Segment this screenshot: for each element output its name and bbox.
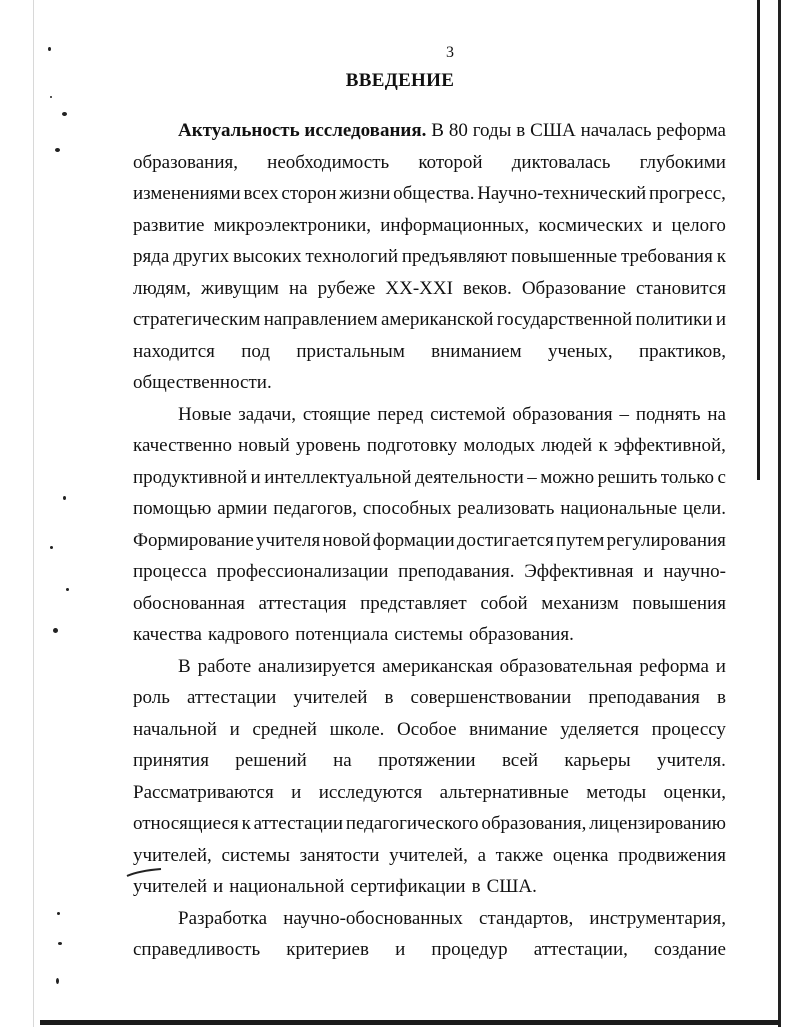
word: направлением — [263, 309, 378, 330]
text-line — [133, 466, 726, 490]
word: в — [384, 687, 394, 708]
word: 80 — [448, 120, 468, 141]
word: работе — [197, 655, 252, 677]
word: диктовалась — [511, 151, 611, 173]
word: сертификации — [350, 876, 466, 897]
text-line — [178, 907, 726, 931]
word: системы — [394, 624, 463, 645]
word: качественно — [133, 435, 232, 456]
word: веков. — [462, 277, 512, 299]
word: в — [516, 120, 526, 141]
word: Эффективная — [524, 561, 634, 582]
scan-speck — [62, 112, 67, 116]
word: и — [250, 466, 261, 488]
scan-edge-right-outer — [778, 0, 781, 1027]
word: находится — [133, 340, 215, 362]
word: которой — [418, 151, 483, 173]
word: американской — [380, 309, 494, 330]
word: системой — [430, 403, 506, 425]
word: преподавания. — [398, 561, 515, 582]
word: только — [660, 466, 715, 488]
word: педагогов, — [273, 498, 357, 519]
word: принятия — [133, 750, 209, 771]
word: Разработка — [178, 907, 268, 929]
word: продвижения — [618, 844, 726, 866]
word: началась — [580, 120, 652, 141]
word: Формирование — [133, 529, 254, 551]
word: задачи, — [238, 403, 297, 425]
word: регулирования — [606, 529, 726, 551]
word: лицензированию — [589, 813, 726, 834]
scan-speck — [48, 47, 51, 51]
section-heading-text: ВВЕДЕНИЕ — [345, 70, 455, 91]
text-line — [178, 655, 726, 679]
word: учителя — [256, 529, 321, 551]
word: продуктивной — [133, 466, 248, 488]
word: политики — [635, 309, 713, 330]
text-line — [133, 875, 726, 899]
word: других — [173, 246, 230, 267]
word: аттестации, — [533, 939, 628, 960]
word: образования, — [481, 813, 587, 834]
text-line — [178, 403, 726, 427]
text-line — [133, 340, 726, 364]
word: помощью — [133, 498, 212, 519]
word: необходимость — [267, 151, 390, 173]
text-line — [133, 151, 726, 175]
word: научно-обоснованных — [283, 907, 463, 929]
word: и — [395, 939, 406, 960]
word: и — [291, 781, 302, 803]
word: качества — [133, 624, 202, 645]
word: процесса — [133, 561, 207, 582]
text-line — [133, 749, 726, 773]
word: и — [213, 876, 224, 897]
word: образования. — [468, 624, 574, 645]
word: новой — [322, 529, 371, 551]
scan-edge-left — [33, 0, 34, 1027]
text-line — [133, 497, 726, 521]
text-line — [133, 718, 726, 742]
word: к — [241, 813, 251, 834]
word: с — [717, 466, 726, 488]
word: вниманием — [431, 340, 522, 362]
word: относящиеся — [133, 813, 239, 834]
word: реализовать — [457, 498, 555, 519]
scan-speck — [55, 148, 60, 152]
word: Рассматриваются — [133, 781, 274, 803]
word: перед — [377, 403, 424, 425]
word: процессу — [651, 718, 726, 740]
word: также — [495, 844, 544, 866]
word: – — [619, 403, 629, 425]
word: Образование — [521, 277, 626, 299]
word: всех — [243, 183, 279, 204]
word: армии — [217, 498, 268, 519]
word: требования — [620, 246, 713, 267]
word: годы — [472, 120, 512, 141]
word: национальной — [229, 876, 345, 897]
word: образования, — [133, 151, 238, 173]
word: становится — [636, 277, 726, 299]
scan-speck — [58, 942, 62, 945]
word: учителя. — [656, 750, 726, 771]
word: живущим — [200, 277, 279, 299]
word: технологий — [305, 246, 398, 267]
bold-lead: Актуальность исследования. — [178, 120, 427, 141]
word: собой — [480, 592, 528, 614]
word: изменениями — [133, 183, 241, 204]
word: школе. — [329, 718, 385, 740]
word: на — [288, 277, 308, 299]
word: деятельности — [415, 466, 524, 488]
word: научно- — [663, 561, 726, 582]
word: новый — [238, 435, 290, 456]
text-line — [133, 277, 726, 301]
word: всей — [501, 750, 539, 771]
word: процедур — [431, 939, 508, 960]
word: людям, — [133, 277, 191, 299]
word: учителей, — [389, 844, 468, 866]
word: подготовку — [366, 435, 458, 456]
word: В — [431, 120, 444, 141]
word: высоких — [233, 246, 302, 267]
word: уровень — [295, 435, 361, 456]
word: решений — [235, 750, 307, 771]
word: предъявляют — [401, 246, 508, 267]
word: аттестации — [253, 813, 343, 834]
word: людей — [541, 435, 593, 456]
word: государственной — [496, 309, 633, 330]
word: поднять — [635, 403, 701, 425]
word: и — [715, 655, 726, 677]
section-heading — [0, 70, 796, 92]
word: и — [643, 561, 654, 582]
word: и — [229, 718, 240, 740]
word: интеллектуальной — [264, 466, 412, 488]
handwritten-pen-mark — [126, 868, 162, 878]
word: прогресс, — [648, 183, 726, 204]
text-line — [133, 592, 726, 616]
word: инструментария, — [589, 907, 726, 929]
text-line — [133, 529, 726, 553]
text-line — [133, 844, 726, 868]
text-line — [133, 434, 726, 458]
word: и — [715, 309, 726, 330]
word: – — [527, 466, 537, 488]
word: пристальным — [296, 340, 405, 362]
word: критериев — [286, 939, 369, 960]
word: США. — [486, 876, 537, 897]
word: стоящие — [302, 403, 371, 425]
text-line — [133, 781, 726, 805]
word: под — [241, 340, 270, 362]
word: формации — [372, 529, 455, 551]
word: Особое — [397, 718, 457, 740]
text-line — [133, 214, 726, 238]
word: методы — [586, 781, 647, 803]
word: учителей — [133, 876, 208, 897]
scan-speck — [56, 978, 59, 984]
word: справедливость — [133, 939, 261, 960]
text-line — [133, 623, 726, 647]
word: начальной — [133, 718, 217, 740]
word: Новые — [178, 403, 232, 425]
word: уделяется — [560, 718, 639, 740]
word: преподавания — [588, 687, 700, 708]
word: повышения — [632, 592, 726, 614]
scan-speck — [57, 912, 60, 915]
text-line — [133, 371, 726, 395]
word: на — [707, 403, 726, 425]
word: педагогического — [345, 813, 479, 834]
word: можно — [540, 466, 595, 488]
word: ученых, — [547, 340, 613, 362]
word: общества. — [393, 183, 475, 204]
scan-speck — [50, 96, 52, 98]
word: карьеры — [564, 750, 631, 771]
word: внимание — [469, 718, 548, 740]
word: потенциала — [295, 624, 389, 645]
word: к — [598, 435, 608, 456]
word: механизм — [541, 592, 619, 614]
word: XX-XXI — [385, 277, 453, 299]
word: достигается — [456, 529, 554, 551]
word: путем — [556, 529, 605, 551]
word: представляет — [360, 592, 467, 614]
word: эффективной, — [613, 435, 726, 456]
word: общественности. — [133, 372, 272, 393]
word: Научно-технический — [477, 183, 647, 204]
word: средней — [252, 718, 317, 740]
word: образовательная — [499, 655, 633, 677]
word: на — [333, 750, 352, 771]
word: В — [178, 655, 191, 677]
word: реформа — [639, 655, 709, 677]
word: в — [716, 687, 726, 708]
word: космических — [538, 214, 643, 236]
word: развитие — [133, 214, 205, 236]
word: американская — [382, 655, 493, 677]
word: стратегическим — [133, 309, 261, 330]
word: решить — [597, 466, 658, 488]
word: профессионализации — [216, 561, 389, 582]
word: практиков, — [638, 340, 726, 362]
word: способных — [362, 498, 452, 519]
text-line — [133, 560, 726, 584]
word: микроэлектроники, — [213, 214, 372, 236]
word: оценки, — [663, 781, 726, 803]
word: протяжении — [378, 750, 476, 771]
word: аттестация — [258, 592, 347, 614]
word: повышенные — [511, 246, 618, 267]
text-line — [133, 245, 726, 269]
word: обоснованная — [133, 592, 245, 614]
word: жизни — [339, 183, 391, 204]
text-line — [133, 182, 726, 206]
word: создание — [654, 939, 726, 960]
word: стандартов, — [479, 907, 574, 929]
scan-speck — [50, 546, 53, 549]
word: реформа — [656, 120, 726, 141]
word: совершенствовании — [410, 687, 572, 708]
word: национальные — [560, 498, 678, 519]
word: ряда — [133, 246, 170, 267]
word: информационных, — [380, 214, 530, 236]
scan-speck — [53, 628, 58, 633]
text-line — [133, 938, 726, 962]
word: системы — [221, 844, 291, 866]
text-line — [178, 119, 726, 143]
page-number: 3 — [446, 44, 454, 61]
word: сторон — [281, 183, 337, 204]
word: рубеже — [317, 277, 376, 299]
word: кадрового — [207, 624, 290, 645]
word: к — [716, 246, 726, 267]
word: в — [471, 876, 481, 897]
word: исследуются — [318, 781, 423, 803]
word: а — [477, 844, 486, 866]
word: целого — [671, 214, 726, 236]
word: цели. — [682, 498, 726, 519]
word: аттестации — [186, 687, 277, 708]
scan-speck — [63, 496, 66, 500]
word: молодых — [463, 435, 536, 456]
word: занятости — [299, 844, 380, 866]
word: анализируется — [258, 655, 376, 677]
word: учителей — [293, 687, 368, 708]
word: оценка — [552, 844, 609, 866]
word: образования — [512, 403, 613, 425]
scan-edge-bottom — [40, 1020, 780, 1025]
word: роль — [133, 687, 170, 708]
word: альтернативные — [439, 781, 569, 803]
text-line — [133, 812, 726, 836]
text-line — [133, 308, 726, 332]
word: учителей, — [133, 844, 212, 866]
text-line — [133, 686, 726, 710]
word: глубокими — [639, 151, 726, 173]
scan-speck — [66, 588, 69, 591]
word: и — [652, 214, 663, 236]
word: США — [530, 120, 576, 141]
